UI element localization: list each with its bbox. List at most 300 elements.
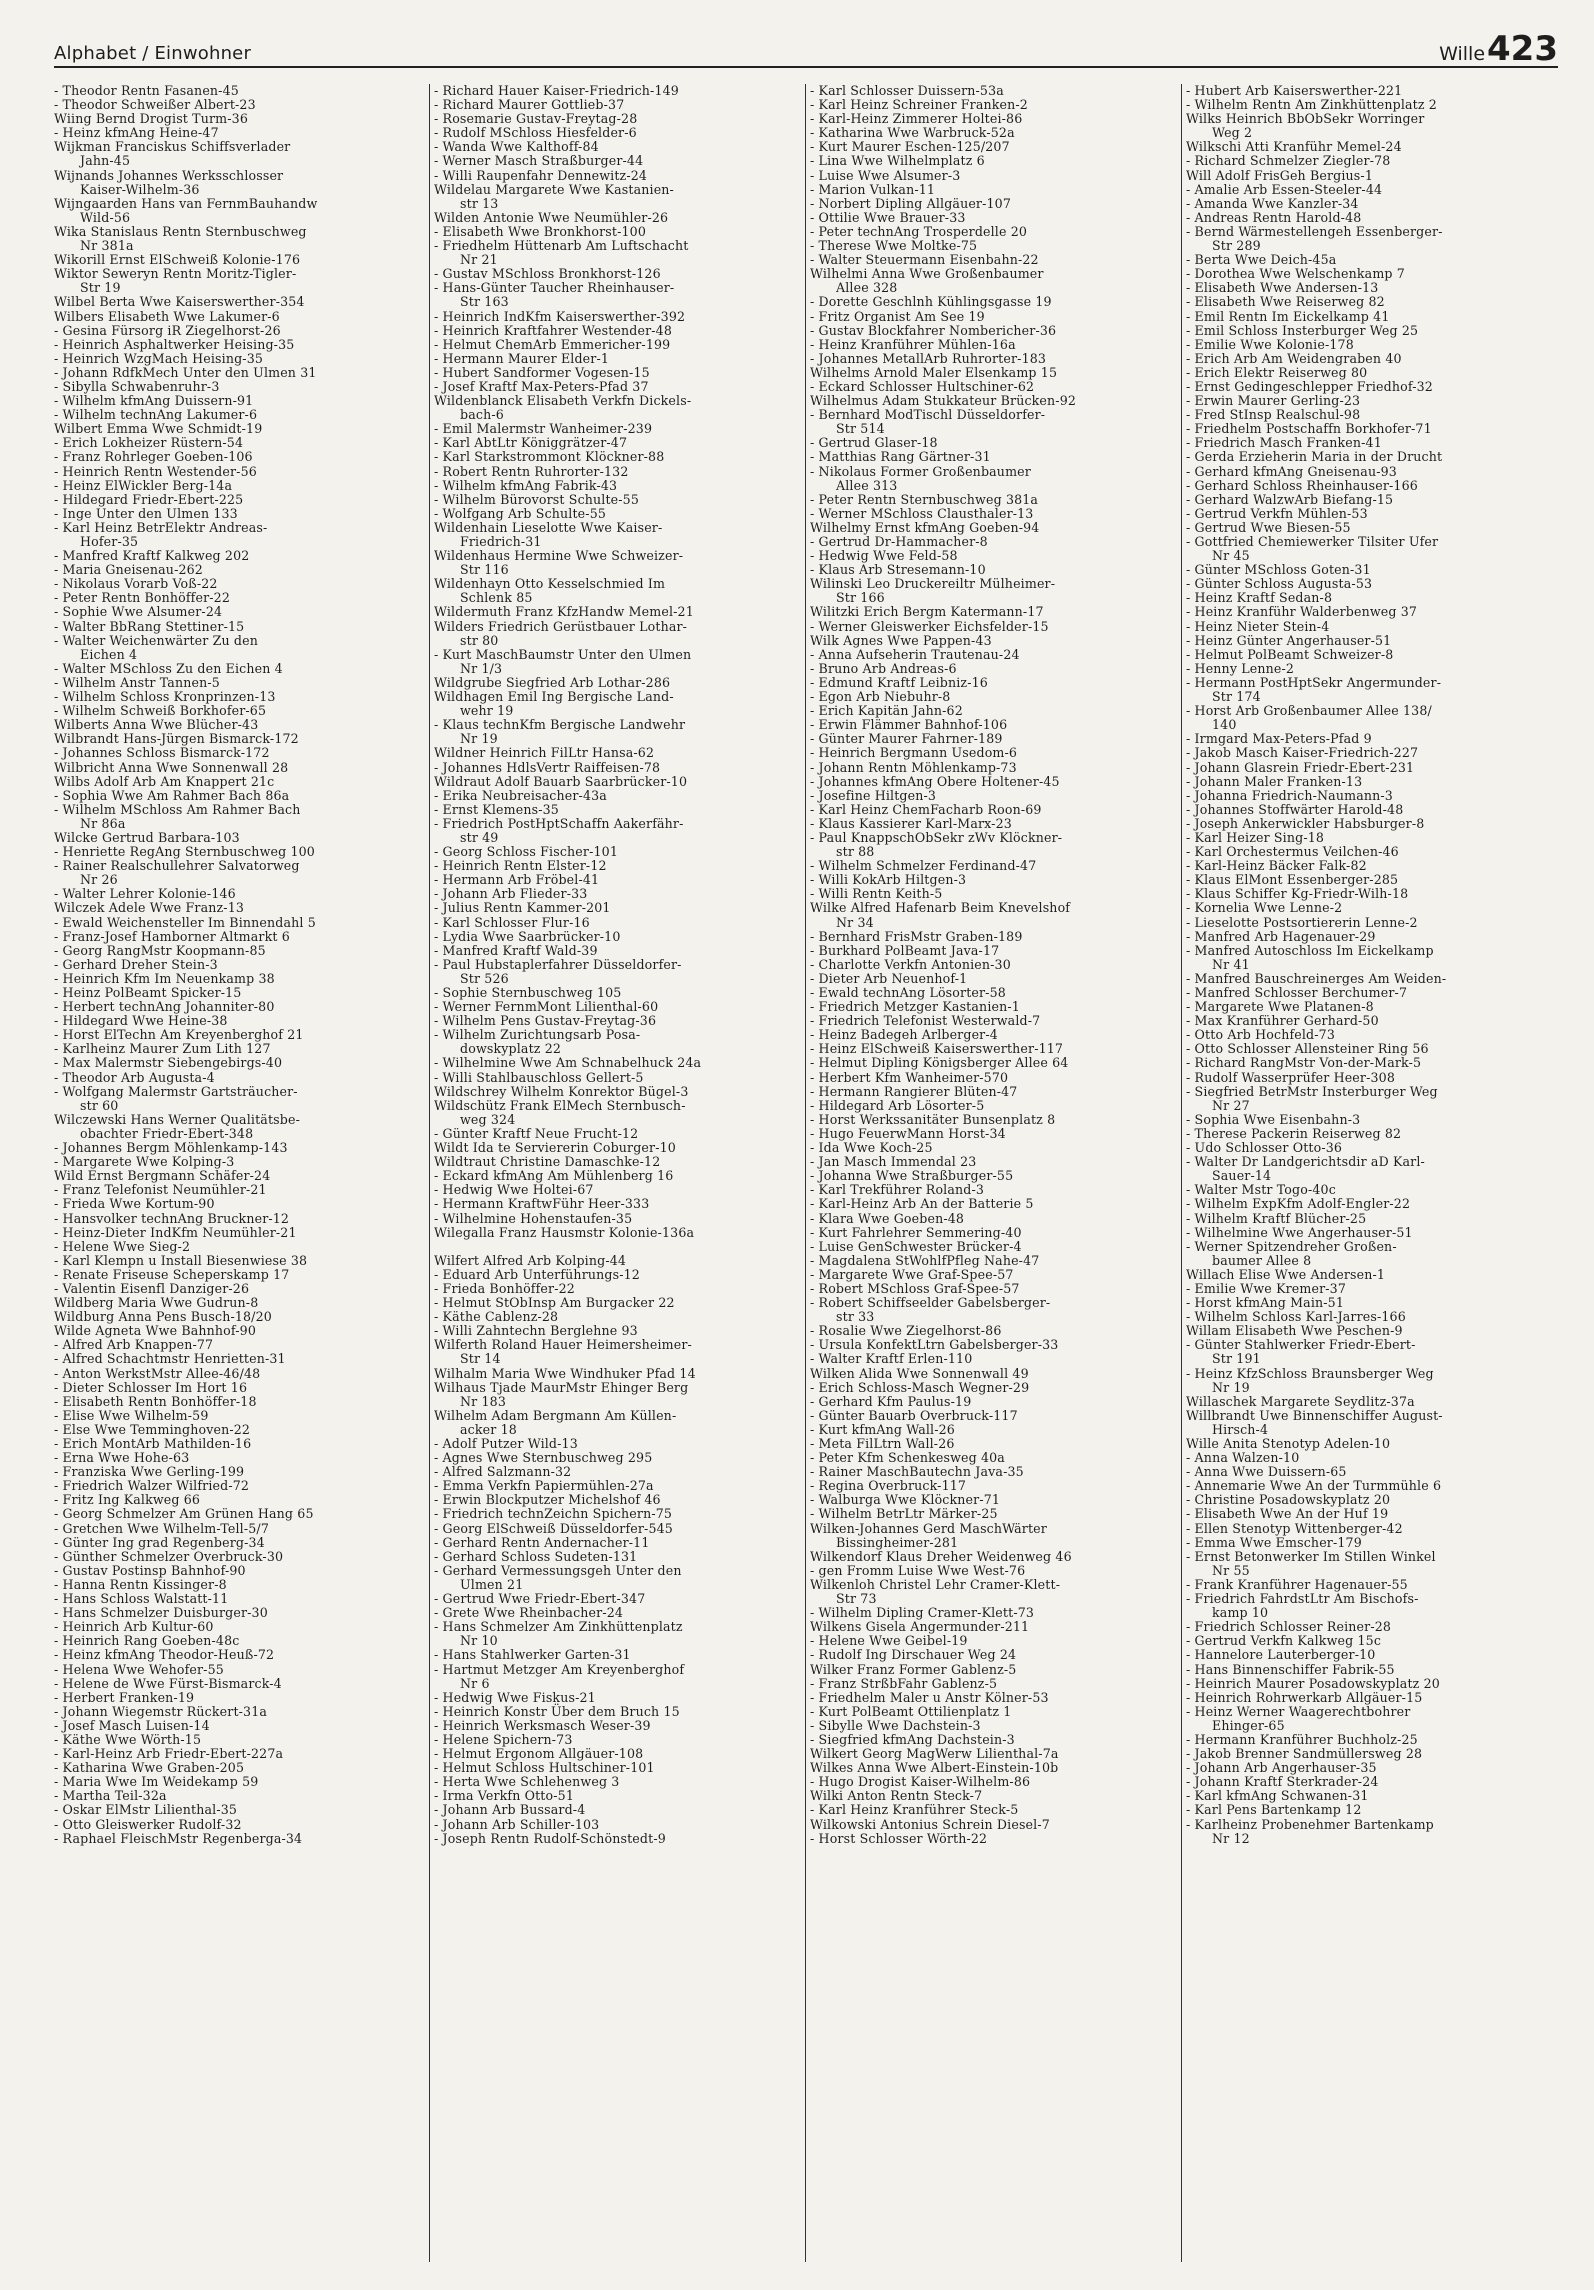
directory-entry: - Norbert Dipling Allgäuer-107 [810, 195, 1011, 211]
directory-entry: - Katharina Wwe Graben-205 [54, 1760, 245, 1776]
directory-entry: Wildtraut Christine Damaschke-12 [434, 1154, 661, 1170]
directory-entry: - Gerhard WalzwArb Biefang-15 [1186, 491, 1394, 507]
directory-entry: - Franz StrßbFahr Gablenz-5 [810, 1675, 998, 1691]
directory-entry: - Hermann KraftwFühr Heer-333 [434, 1196, 650, 1212]
directory-entry: - Siegfried BetrMstr Insterburger Weg Nr 27 [1186, 1083, 1438, 1113]
directory-entry: - Friedrich FahrdstLtr Am Bischofs- kamp 10 [1186, 1591, 1419, 1621]
directory-entry: - Wilhelmine Hohenstaufen-35 [434, 1210, 633, 1226]
directory-entry: - Wilhelm technAng Lakumer-6 [54, 407, 258, 423]
directory-entry: - Martha Teil-32a [54, 1788, 167, 1804]
directory-entry: - Karl Heizer Sing-18 [1186, 829, 1325, 845]
directory-entry: - Hanna Rentn Kissinger-8 [54, 1576, 227, 1592]
directory-entry: - Karlheinz Probenehmer Bartenkamp Nr 12 [1186, 1816, 1434, 1846]
directory-entry: - Erwin Flämmer Bahnhof-106 [810, 717, 1008, 733]
directory-entry: - Karl Heinz Kranführer Steck-5 [810, 1802, 1019, 1818]
directory-entry: - Heinz KfzSchloss Braunsberger Weg Nr 19 [1186, 1365, 1434, 1395]
directory-entry: - Willi KokArb Hiltgen-3 [810, 872, 967, 888]
directory-entry: - Oskar ElMstr Lilienthal-35 [54, 1802, 238, 1818]
directory-entry: - Frieda Bonhöffer-22 [434, 1280, 575, 1296]
directory-entry: - Georg RangMstr Koopmann-85 [54, 942, 266, 958]
directory-entry: Wilke Alfred Hafenarb Beim Knevelshof Nr 34 [810, 900, 1071, 930]
directory-entry: - Wilhelm Pens Gustav-Freytag-36 [434, 1013, 657, 1029]
directory-entry: Wilferth Roland Hauer Heimersheimer- Str 14 [434, 1337, 692, 1367]
directory-entry: - Wilhelm Zurichtungsarb Posa- dowskyplatz 22 [434, 1027, 641, 1057]
directory-entry: - Werner Gleiswerker Eichsfelder-15 [810, 618, 1049, 634]
directory-entry: - Max Kranführer Gerhard-50 [1186, 1013, 1379, 1029]
page-number: 423 [1487, 29, 1558, 69]
directory-entry: - Amanda Wwe Kanzler-34 [1186, 195, 1359, 211]
directory-entry: Wilbert Emma Wwe Schmidt-19 [54, 421, 263, 437]
directory-entry: - Walter Lehrer Kolonie-146 [54, 886, 236, 902]
directory-entry: Wilkert Georg MagWerw Lilienthal-7a [810, 1746, 1059, 1762]
directory-entry: Wildenblanck Elisabeth Verkfn Dickels- bach-6 [434, 393, 692, 423]
directory-entry: Wildner Heinrich FilLtr Hansa-62 [434, 745, 655, 761]
directory-entry: - Rudolf Ing Dirschauer Weg 24 [810, 1647, 1017, 1663]
directory-entry: - Alfred Salzmann-32 [434, 1464, 572, 1480]
directory-entry: - Burkhard PolBeamt Java-17 [810, 942, 1000, 958]
directory-entry: - Heinrich Kfm Im Neuenkamp 38 [54, 970, 275, 986]
directory-entry: - Willi Stahlbauschloss Gellert-5 [434, 1069, 644, 1085]
directory-entry: - Josef Masch Luisen-14 [54, 1717, 210, 1733]
directory-entry: - Erwin Maurer Gerling-23 [1186, 393, 1361, 409]
directory-entry: Wilden Antonie Wwe Neumühler-26 [434, 209, 669, 225]
directory-entry: - Jakob Brenner Sandmüllersweg 28 [1186, 1746, 1423, 1762]
directory-entry: - Gerda Erzieherin Maria in der Drucht [1186, 449, 1443, 465]
directory-entry: - Emma Wwe Emscher-179 [1186, 1534, 1362, 1550]
directory-entry: - Elisabeth Wwe An der Huf 19 [1186, 1506, 1389, 1522]
directory-entry: - Klaus technKfm Bergische Landwehr Nr 19 [434, 717, 686, 747]
directory-entry: Wilkschi Atti Kranführ Memel-24 [1186, 139, 1402, 155]
directory-entry: - Johann Arb Flieder-33 [434, 886, 588, 902]
directory-entry: - Lina Wwe Wilhelmplatz 6 [810, 153, 985, 169]
directory-entry: - Helmut StObInsp Am Burgacker 22 [434, 1295, 675, 1311]
directory-entry: - Marion Vulkan-11 [810, 181, 936, 197]
directory-entry: - Heinz kfmAng Theodor-Heuß-72 [54, 1647, 275, 1663]
directory-entry: - Anton WerkstMstr Allee-46/48 [54, 1365, 261, 1381]
directory-entry: - Ursula KonfektLtrn Gabelsberger-33 [810, 1337, 1059, 1353]
directory-entry: - Günter Bauarb Overbruck-117 [810, 1407, 1018, 1423]
directory-entry: - Hannelore Lauterberger-10 [1186, 1647, 1376, 1663]
directory-entry: - Erich Lokheizer Rüstern-54 [54, 435, 244, 451]
directory-entry: - Jakob Masch Kaiser-Friedrich-227 [1186, 745, 1419, 761]
directory-entry: - Joseph Ankerwickler Habsburger-8 [1186, 815, 1425, 831]
directory-entry: - Matthias Rang Gärtner-31 [810, 449, 991, 465]
page-section-title: Alphabet / Einwohner [54, 43, 252, 64]
directory-entry: - Manfred Autoschloss Im Eickelkamp Nr 41 [1186, 942, 1434, 972]
directory-entry: - Elisabeth Wwe Andersen-13 [1186, 280, 1379, 296]
directory-entry: - Alfred Schachtmstr Henrietten-31 [54, 1351, 286, 1367]
directory-entry: - Walter MSchloss Zu den Eichen 4 [54, 660, 283, 676]
directory-entry: - Herbert Franken-19 [54, 1689, 195, 1705]
directory-entry: - Horst Schlosser Wörth-22 [810, 1830, 988, 1846]
directory-entry: - Lieselotte Postsortiererin Lenne-2 [1186, 914, 1418, 930]
directory-entry: Wilegalla Franz Hausmstr Kolonie-136a [434, 1224, 695, 1240]
directory-entry: - Theodor Arb Augusta-4 [54, 1069, 215, 1085]
directory-entry: - Dieter Schlosser Im Hort 16 [54, 1379, 248, 1395]
directory-entry: - Paul KnappschObSekr zWv Klöckner- str 88 [810, 829, 1063, 860]
directory-entry: - Irmgard Max-Peters-Pfad 9 [1186, 731, 1372, 747]
directory-entry: - Eckard kfmAng Am Mühlenberg 16 [434, 1168, 674, 1184]
directory-entry: - Gustav Postinsp Bahnhof-90 [54, 1562, 246, 1578]
directory-columns [54, 84, 1558, 2262]
directory-entry: - Hermann Kranführer Buchholz-25 [1186, 1731, 1418, 1747]
directory-entry: - Hermann Maurer Elder-1 [434, 350, 610, 366]
directory-entry: - Günter Stahlwerker Friedr-Ebert- Str 191 [1186, 1337, 1416, 1367]
directory-entry: Wilhelms Arnold Maler Elsenkamp 15 [810, 364, 1058, 380]
directory-entry: - Helene Wwe Geibel-19 [810, 1633, 968, 1649]
directory-entry: - Horst ElTechn Am Kreyenberghof 21 [54, 1027, 304, 1043]
directory-entry: - Wilhelm Schloss Kronprinzen-13 [54, 689, 276, 705]
directory-entry: Wildenhayn Otto Kesselschmied Im Schlenk 85 [434, 576, 666, 606]
directory-entry: - Heinz PolBeamt Spicker-15 [54, 985, 242, 1000]
directory-entry: - Walter BbRang Stettiner-15 [54, 618, 245, 634]
directory-entry: - Luise GenSchwester Brücker-4 [810, 1238, 1022, 1254]
directory-entry: - Heinz Nieter Stein-4 [1186, 618, 1330, 634]
directory-entry: - Maria Wwe Im Weidekamp 59 [54, 1774, 259, 1790]
directory-entry: Wilbel Berta Wwe Kaiserswerther-354 [54, 294, 305, 310]
directory-entry: - Gertrud Dr-Hammacher-8 [810, 534, 988, 549]
directory-entry: - Günter Schloss Augusta-53 [1186, 576, 1373, 592]
directory-entry: Wildermuth Franz KfzHandw Memel-21 [434, 604, 694, 620]
directory-entry: Wijngaarden Hans van FernmBauhandw Wild-56 [54, 195, 318, 225]
directory-entry: Wilks Heinrich BbObSekr Worringer Weg 2 [1186, 111, 1425, 141]
directory-entry: - Renate Friseuse Scheperskamp 17 [54, 1266, 290, 1282]
directory-entry: - Lydia Wwe Saarbrücker-10 [434, 928, 621, 944]
directory-entry: - Rosemarie Gustav-Freytag-28 [434, 111, 638, 127]
directory-entry: - Johannes Schloss Bismarck-172 [54, 745, 270, 761]
directory-entry: - Karl Heinz ChemFacharb Roon-69 [810, 801, 1042, 817]
directory-entry: - Helmut ChemArb Emmericher-199 [434, 336, 671, 352]
directory-entry: - Peter Rentn Bonhöffer-22 [54, 590, 230, 606]
directory-entry: - Gertrud Wwe Biesen-55 [1186, 519, 1351, 535]
directory-entry: - Meta FilLtrn Wall-26 [810, 1436, 955, 1451]
directory-entry: - Gertrud Verkfn Mühlen-53 [1186, 505, 1368, 521]
directory-entry: - Friedhelm Postschaffn Borkhofer-71 [1186, 421, 1432, 437]
directory-entry: Wiing Bernd Drogist Turm-36 [54, 111, 248, 127]
directory-entry: - Hermann Arb Fröbel-41 [434, 872, 600, 888]
directory-entry: - Hansvolker technAng Bruckner-12 [54, 1210, 290, 1226]
directory-entry: - Josefine Hiltgen-3 [810, 787, 937, 803]
directory-entry: Wilker Franz Former Gablenz-5 [810, 1661, 1017, 1677]
directory-entry: - Hans Schmelzer Am Zinkhüttenplatz Nr 10 [434, 1619, 683, 1649]
directory-entry: - Wolfgang Malermstr Gartsträucher- str 60 [54, 1083, 298, 1113]
directory-entry: Wilhelm Adam Bergmann Am Küllen- acker 18 [434, 1407, 677, 1437]
directory-entry: - Emilie Wwe Kremer-37 [1186, 1280, 1346, 1296]
directory-entry: - Peter technAng Trosperdelle 20 [810, 223, 1028, 239]
directory-entry: Wilbricht Anna Wwe Sonnenwall 28 [54, 759, 289, 775]
directory-entry: - Frieda Wwe Kortum-90 [54, 1196, 215, 1212]
directory-entry: - Karl Schlosser Duissern-53a [810, 84, 1004, 98]
directory-entry: - Emil Malermstr Wanheimer-239 [434, 421, 653, 437]
directory-entry: - Werner Spitzendreher Großen- baumer Allee 8 [1186, 1238, 1397, 1268]
directory-entry: - Sophie Sternbuschweg 105 [434, 985, 622, 1000]
directory-entry: - Sibylle Wwe Dachstein-3 [810, 1717, 981, 1733]
directory-entry: - Johanna Friedrich-Naumann-3 [1186, 787, 1393, 803]
directory-entry: - Nikolaus Vorarb Voß-22 [54, 576, 218, 592]
directory-entry: - Heinrich Asphaltwerker Heising-35 [54, 336, 295, 352]
directory-entry: Wiktor Seweryn Rentn Moritz-Tigler- Str 19 [54, 266, 297, 296]
directory-entry: - Ewald Weichensteller Im Binnendahl 5 [54, 914, 316, 930]
directory-entry: - Walter Mstr Togo-40c [1186, 1182, 1336, 1198]
directory-entry: - Gerhard Schloss Rheinhauser-166 [1186, 477, 1418, 493]
directory-entry: - Dorette Geschlnh Kühlingsgasse 19 [810, 294, 1052, 310]
directory-entry: - Walburga Wwe Klöckner-71 [810, 1492, 1001, 1508]
directory-column-4 [1182, 84, 1558, 2262]
directory-entry: - Johanna Wwe Straßburger-55 [810, 1168, 1014, 1184]
directory-entry: - Agnes Wwe Sternbuschweg 295 [434, 1450, 653, 1466]
directory-entry: - Wilhelm kfmAng Fabrik-43 [434, 477, 618, 493]
directory-entry: Wilbrandt Hans-Jürgen Bismarck-172 [54, 731, 299, 747]
directory-entry: - Erich MontArb Mathilden-16 [54, 1436, 252, 1451]
directory-entry: - Fritz Ing Kalkweg 66 [54, 1492, 201, 1508]
directory-entry: - Günter Maurer Fahrner-189 [810, 731, 1003, 747]
directory-entry: - Karl kfmAng Schwanen-31 [1186, 1788, 1369, 1804]
directory-entry: - Helene de Wwe Fürst-Bismarck-4 [54, 1675, 282, 1691]
directory-entry: - Klaus Kassierer Karl-Marx-23 [810, 815, 1012, 831]
directory-entry: - Peter Rentn Sternbuschweg 381a [810, 491, 1039, 507]
directory-entry: - Irma Verkfn Otto-51 [434, 1788, 574, 1804]
directory-entry: - Margarete Wwe Graf-Spee-57 [810, 1266, 1014, 1282]
directory-entry: - Peter Kfm Schenkesweg 40a [810, 1450, 1005, 1466]
directory-entry: - Siegfried kfmAng Dachstein-3 [810, 1731, 1015, 1747]
directory-entry: - Heinz ElWickler Berg-14a [54, 477, 233, 493]
directory-entry: - Wilhelm Dipling Cramer-Klett-73 [810, 1605, 1035, 1621]
directory-entry: Wilfert Alfred Arb Kolping-44 [434, 1252, 627, 1268]
directory-entry: Wilken-Johannes Gerd MaschWärter Bissingheimer-281 [810, 1520, 1047, 1550]
directory-entry: Wild Ernst Bergmann Schäfer-24 [54, 1168, 271, 1184]
directory-entry: - Franz-Josef Hamborner Altmarkt 6 [54, 928, 290, 944]
directory-entry: Wilkens Gisela Angermunder-211 [810, 1619, 1030, 1635]
directory-entry: Wildgrube Siegfried Arb Lothar-286 [434, 674, 671, 690]
directory-entry: - Anna Walzen-10 [1186, 1450, 1300, 1466]
directory-entry: - Hermann PostHptSekr Angermunder- Str 174 [1186, 674, 1442, 705]
directory-entry: - Karl AbtLtr Königgrätzer-47 [434, 435, 628, 451]
directory-entry: - Rainer MaschBautechn Java-35 [810, 1464, 1024, 1480]
directory-entry: - Friedrich Masch Franken-41 [1186, 435, 1382, 451]
directory-entry: - Robert MSchloss Graf-Spee-57 [810, 1280, 1020, 1296]
page-header [54, 30, 1558, 68]
directory-entry: - Richard RangMstr Von-der-Mark-5 [1186, 1055, 1422, 1071]
directory-entry: - Bernd Wärmestellengeh Essenberger- Str 289 [1186, 223, 1443, 254]
directory-entry: Wildhagen Emil Ing Bergische Land- wehr 19 [434, 689, 674, 719]
directory-entry: - Karl-Heinz Zimmerer Holtei-86 [810, 111, 1023, 127]
directory-entry: - Hedwig Wwe Fiskus-21 [434, 1689, 596, 1705]
directory-entry: - Fritz Organist Am See 19 [810, 308, 985, 324]
directory-entry: - Else Wwe Temminghoven-22 [54, 1421, 251, 1437]
directory-entry: - Heinrich IndKfm Kaiserswerther-392 [434, 308, 686, 324]
directory-entry: - Charlotte Verkfn Antonien-30 [810, 956, 1011, 972]
directory-entry: - Hedwig Wwe Feld-58 [810, 548, 958, 564]
directory-entry: - Klaus Schiffer Kg-Friedr-Wilh-18 [1186, 886, 1409, 902]
directory-entry: - Friedrich Walzer Wilfried-72 [54, 1478, 250, 1494]
directory-entry: - Walter Kraftf Erlen-110 [810, 1351, 973, 1367]
directory-entry: - Elisabeth Wwe Bronkhorst-100 [434, 223, 646, 239]
directory-entry: - Annemarie Wwe An der Turmmühle 6 [1186, 1478, 1442, 1494]
directory-entry: Wilkendorf Klaus Dreher Weidenweg 46 [810, 1548, 1072, 1564]
directory-entry: Wildberg Maria Wwe Gudrun-8 [54, 1295, 259, 1311]
directory-entry: - Walter Dr Landgerichtsdir aD Karl- Sauer-14 [1186, 1154, 1425, 1184]
directory-entry: - Emilie Wwe Kolonie-178 [1186, 336, 1354, 352]
directory-entry: - Eduard Arb Unterführungs-12 [434, 1266, 640, 1282]
directory-entry: - Horst Werkssanitäter Bunsenplatz 8 [810, 1111, 1056, 1127]
directory-entry: - Heinrich Kraftfahrer Westender-48 [434, 322, 673, 338]
directory-entry: Wilk Agnes Wwe Pappen-43 [810, 632, 992, 648]
directory-entry: - Wilhelm Kraftf Blücher-25 [1186, 1210, 1367, 1226]
directory-entry: - Dieter Arb Neuenhof-1 [810, 970, 968, 986]
directory-entry: - Hugo Drogist Kaiser-Wilhelm-86 [810, 1774, 1031, 1790]
directory-entry: - Rosalie Wwe Ziegelhorst-86 [810, 1323, 1002, 1339]
directory-entry: Wilhelmi Anna Wwe Großenbaumer Allee 328 [810, 266, 1044, 296]
directory-entry: - Hugo FeuerwMann Horst-34 [810, 1125, 1006, 1141]
directory-entry: - Richard Hauer Kaiser-Friedrich-149 [434, 84, 679, 98]
directory-entry: - Margarete Wwe Platanen-8 [1186, 999, 1374, 1015]
directory-entry: - Wilhelm ExpKfm Adolf-Engler-22 [1186, 1196, 1411, 1212]
directory-entry: - Joseph Rentn Rudolf-Schönstedt-9 [434, 1830, 666, 1846]
directory-entry: - Johannes Bergm Möhlenkamp-143 [54, 1140, 288, 1156]
directory-entry: Wilhelmy Ernst kfmAng Goeben-94 [810, 519, 1040, 535]
directory-entry: - Christine Posadowskyplatz 20 [1186, 1492, 1391, 1508]
directory-entry: Will Adolf FrisGeh Bergius-1 [1186, 167, 1373, 183]
directory-entry: - Herta Wwe Schlehenweg 3 [434, 1774, 620, 1790]
directory-entry: - Henny Lenne-2 [1186, 660, 1295, 676]
directory-entry: - Sophia Wwe Am Rahmer Bach 86a [54, 787, 290, 803]
directory-entry: - Heinz Kranführ Walderbenweg 37 [1186, 604, 1418, 620]
directory-entry: - Gustav Blockfahrer Nombericher-36 [810, 322, 1057, 338]
directory-entry: - Gerhard Dreher Stein-3 [54, 956, 218, 972]
directory-entry: - Heinz kfmAng Heine-47 [54, 125, 219, 141]
directory-entry: Wilken Alida Wwe Sonnenwall 49 [810, 1365, 1029, 1381]
directory-entry: - Helmut PolBeamt Schweizer-8 [1186, 646, 1394, 662]
directory-entry: - Johannes Stoffwärter Harold-48 [1186, 801, 1404, 817]
directory-entry: - Gerhard Rentn Andernacher-11 [434, 1534, 650, 1550]
directory-entry: - Valentin Eisenfl Danziger-26 [54, 1280, 250, 1296]
directory-entry: Wilde Agneta Wwe Bahnhof-90 [54, 1323, 256, 1339]
directory-entry: - Otto Gleiswerker Rudolf-32 [54, 1816, 242, 1832]
directory-entry: - Gottfried Chemiewerker Tilsiter Ufer Nr 45 [1186, 534, 1439, 564]
directory-entry: - Hildegard Friedr-Ebert-225 [54, 491, 244, 507]
directory-entry: - Berta Wwe Deich-45a [1186, 252, 1337, 268]
directory-entry: - Helmut Schloss Hultschiner-101 [434, 1760, 655, 1776]
directory-entry: - Franziska Wwe Gerling-199 [54, 1464, 245, 1480]
directory-entry: - Hubert Sandformer Vogesen-15 [434, 364, 650, 380]
directory-entry: - Kurt MaschBaumstr Unter den Ulmen Nr 1/3 [434, 646, 692, 676]
directory-entry: - Kornelia Wwe Lenne-2 [1186, 900, 1343, 916]
directory-entry: - Karl Pens Bartenkamp 12 [1186, 1802, 1362, 1818]
directory-entry: Wildschütz Frank ElMech Sternbusch- weg 324 [434, 1097, 686, 1127]
directory-entry: - Kurt Fahrlehrer Semmering-40 [810, 1224, 1022, 1240]
directory-entry: - Erwin Blockputzer Michelshof 46 [434, 1492, 661, 1508]
directory-entry: Wijkman Franciskus Schiffsverlader Jahn-45 [54, 139, 291, 169]
directory-entry: - Egon Arb Niebuhr-8 [810, 689, 951, 705]
directory-entry: - Ernst Klemens-35 [434, 801, 559, 817]
directory-entry: - Gerhard Vermessungsgeh Unter den Ulmen 21 [434, 1562, 682, 1592]
directory-entry: - Hans Schmelzer Duisburger-30 [54, 1605, 268, 1621]
directory-entry: - Wilhelm Rentn Am Zinkhüttenplatz 2 [1186, 97, 1437, 113]
directory-entry: - Heinrich WzgMach Heising-35 [54, 350, 264, 366]
directory-entry: - Heinrich Werksmasch Weser-39 [434, 1717, 651, 1733]
directory-entry: - Grete Wwe Rheinbacher-24 [434, 1605, 624, 1621]
directory-entry: - Klaus ElMont Essenberger-285 [1186, 872, 1399, 888]
directory-entry: Wilbs Adolf Arb Am Knappert 21c [54, 773, 275, 789]
directory-entry: - Karl Starkstrommont Klöckner-88 [434, 449, 665, 465]
directory-entry: - Johann Kraftf Sterkrader-24 [1186, 1774, 1379, 1790]
directory-entry: - Walter Weichenwärter Zu den Eichen 4 [54, 632, 258, 662]
directory-entry: - Wilhelm Bürovorst Schulte-55 [434, 491, 640, 507]
directory-entry: - Gertrud Glaser-18 [810, 435, 938, 451]
directory-entry: - Willi Rentn Keith-5 [810, 886, 943, 902]
directory-entry: - Friedrich PostHptSchaffn Aakerfähr- str 49 [434, 815, 684, 845]
directory-entry: - Friedrich Schlosser Reiner-28 [1186, 1619, 1392, 1635]
directory-entry: - Anna Aufseherin Trautenau-24 [810, 646, 1020, 662]
directory-entry: Willam Elisabeth Wwe Peschen-9 [1186, 1323, 1403, 1339]
directory-entry: - Anna Wwe Duissern-65 [1186, 1464, 1347, 1480]
directory-entry: - Franz Rohrleger Goeben-106 [54, 449, 253, 465]
directory-entry: - Regina Overbruck-117 [810, 1478, 967, 1494]
directory-entry: - Otto Arb Hochfeld-73 [1186, 1027, 1335, 1043]
directory-entry: Wilkes Anna Wwe Albert-Einstein-10b [810, 1760, 1059, 1776]
directory-entry: Wildburg Anna Pens Busch-18/20 [54, 1309, 272, 1325]
directory-entry: - Johannes kfmAng Obere Holtener-45 [810, 773, 1060, 789]
directory-entry: - Günther Schmelzer Overbruck-30 [54, 1548, 284, 1564]
directory-entry: Wilkenloh Christel Lehr Cramer-Klett- Str 73 [810, 1576, 1061, 1607]
directory-entry: - Wilhelm Schloss Karl-Jarres-166 [1186, 1309, 1406, 1325]
directory-entry: - Johann Arb Angerhauser-35 [1186, 1760, 1377, 1776]
directory-entry: - Helene Spichern-73 [434, 1731, 573, 1747]
directory-entry: - Gesina Fürsorg iR Ziegelhorst-26 [54, 322, 281, 338]
directory-entry: - Heinrich Arb Kultur-60 [54, 1619, 214, 1635]
directory-entry: - Elisabeth Rentn Bonhöffer-18 [54, 1393, 257, 1409]
running-head-name: Wille [1439, 43, 1486, 65]
directory-entry: - Franz Telefonist Neumühler-21 [54, 1182, 267, 1198]
directory-entry: - Paul Hubstaplerfahrer Düsseldorfer- Str 526 [434, 956, 682, 986]
directory-entry: Wijnands Johannes Werksschlosser Kaiser-Wilhelm-36 [54, 167, 284, 197]
directory-entry: - Erich Arb Am Weidengraben 40 [1186, 350, 1402, 366]
directory-entry: - Gretchen Wwe Wilhelm-Tell-5/7 [54, 1520, 269, 1536]
directory-entry: - Johann Maler Franken-13 [1186, 773, 1363, 789]
directory-entry: - Walter Steuermann Eisenbahn-22 [810, 252, 1039, 268]
directory-entry: - Wilhelm MSchloss Am Rahmer Bach Nr 86a [54, 801, 301, 831]
directory-entry: - Werner MSchloss Clausthaler-13 [810, 505, 1034, 521]
directory-entry: - Hedwig Wwe Holtei-67 [434, 1182, 594, 1198]
directory-entry: - Wilhelm Schweiß Borkhofer-65 [54, 703, 267, 719]
directory-entry: - Karl-Heinz Bäcker Falk-82 [1186, 858, 1367, 874]
directory-entry: - Erich Schloss-Masch Wegner-29 [810, 1379, 1030, 1395]
directory-entry: - Gertrud Wwe Friedr-Ebert-347 [434, 1591, 646, 1607]
directory-entry: - Klaus Arb Stresemann-10 [810, 562, 986, 578]
directory-entry: - gen Fromm Luise Wwe West-76 [810, 1562, 1026, 1578]
directory-entry: - Kurt PolBeamt Ottilienplatz 1 [810, 1703, 1012, 1719]
directory-entry: - Margarete Wwe Kolping-3 [54, 1154, 235, 1170]
directory-entry: - Wilhelm Anstr Tannen-5 [54, 674, 220, 690]
directory-entry: - Georg Schloss Fischer-101 [434, 844, 618, 860]
directory-entry: - Bernhard ModTischl Düsseldorfer- Str 514 [810, 407, 1046, 437]
directory-entry: - Kurt kfmAng Wall-26 [810, 1421, 955, 1437]
directory-entry: - Erich Elektr Reiserweg 80 [1186, 364, 1368, 380]
directory-entry: - Emma Verkfn Papiermühlen-27a [434, 1478, 654, 1494]
directory-entry: - Heinz Günter Angerhauser-51 [1186, 632, 1392, 648]
page-running-head [1439, 29, 1558, 69]
directory-entry: - Wanda Wwe Kalthoff-84 [434, 139, 599, 155]
directory-entry: Wildenhaus Hermine Wwe Schweizer- Str 116 [434, 548, 684, 578]
directory-entry: - Julius Rentn Kammer-201 [434, 900, 611, 916]
directory-entry: - Johann RdfkMech Unter den Ulmen 31 [54, 364, 317, 380]
directory-entry: - Herbert Kfm Wanheimer-570 [810, 1069, 1009, 1085]
directory-entry: - Wilhelmine Wwe Am Schnabelhuck 24a [434, 1055, 702, 1071]
directory-entry: - Wilhelm kfmAng Duissern-91 [54, 393, 254, 409]
directory-entry: - Kurt Maurer Eschen-125/207 [810, 139, 1010, 155]
directory-entry: - Raphael FleischMstr Regenberga-34 [54, 1830, 303, 1846]
directory-entry: - Karlheinz Maurer Zum Lith 127 [54, 1041, 271, 1057]
